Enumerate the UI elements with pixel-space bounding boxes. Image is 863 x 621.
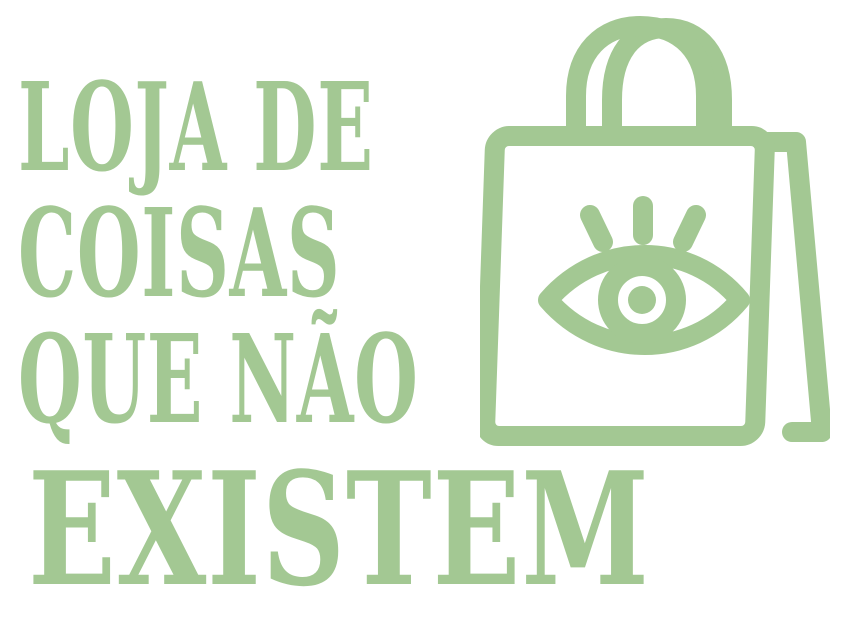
logo-text-line-3: QUE NÃO bbox=[18, 307, 419, 451]
eye-lash-left bbox=[590, 215, 603, 242]
eye-lash-right bbox=[683, 215, 696, 242]
shopping-bag-with-eye-icon bbox=[480, 10, 830, 450]
eye-pupil bbox=[628, 286, 656, 314]
logo-text-line-4: EXISTEM bbox=[28, 438, 650, 621]
logo-text-line-2: COISAS bbox=[18, 181, 341, 325]
bag-side-panel bbox=[766, 142, 822, 432]
logo-text-line-1: LOJA DE bbox=[18, 55, 374, 199]
